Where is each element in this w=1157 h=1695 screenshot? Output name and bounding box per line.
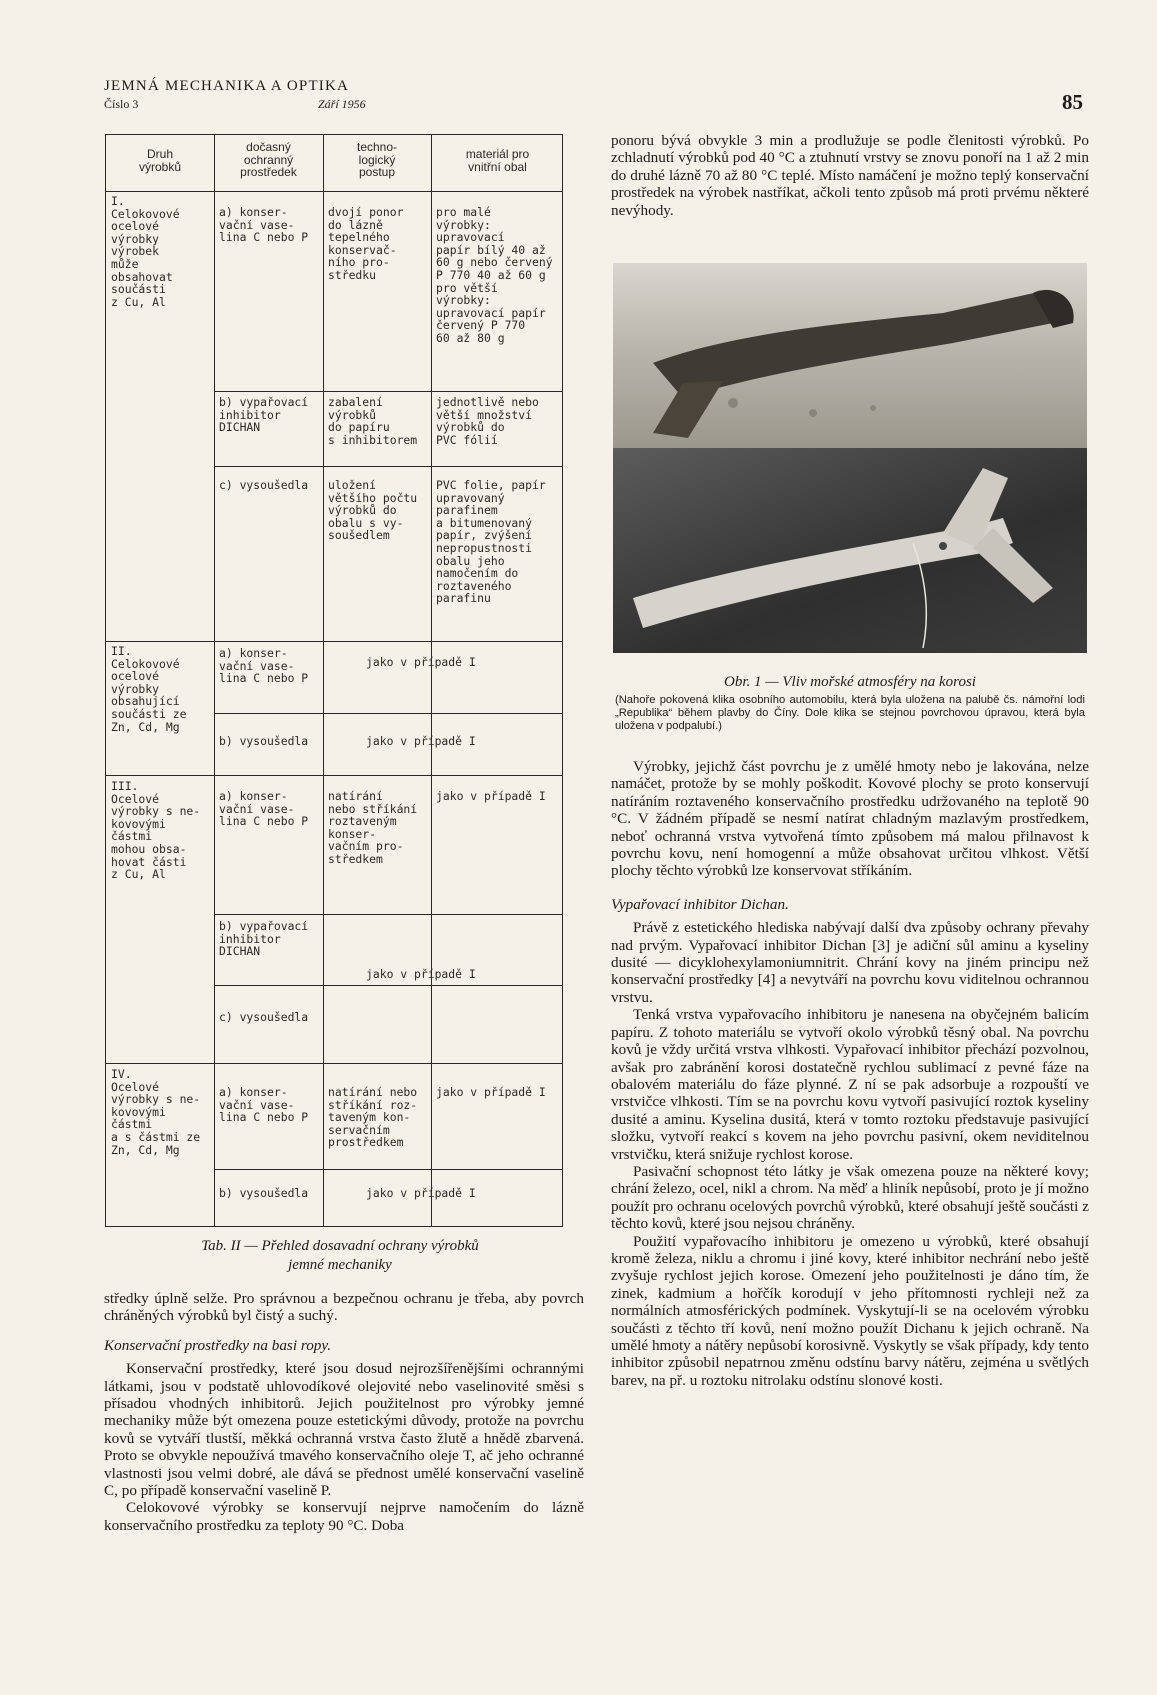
table-header-type: Druh výrobků — [138, 147, 182, 174]
table-cell: b) vysoušedla — [219, 1186, 309, 1200]
table-row-divider — [214, 713, 562, 714]
table-cell: uložení většího počtu výrobků do obalu s vy- soušedlem — [328, 478, 418, 543]
right-column-text — [611, 758, 1089, 1389]
table-row-divider — [214, 914, 562, 915]
table-cell: III. Ocelové výrobky s ne- kovovými částmi mohou obsa- hovat části z Cu, Al — [111, 779, 201, 882]
table-group-divider — [106, 775, 562, 776]
table-cell: jako v případě I — [366, 967, 476, 981]
journal-title: JEMNÁ MECHANIKA A OPTIKA — [104, 78, 350, 94]
right-column-intro — [611, 132, 1089, 219]
table-cell: jednotlivě nebo větší množství výrobků do PVC fólií — [436, 395, 539, 447]
table-header-divider — [106, 191, 562, 192]
page-number: 85 — [1062, 90, 1083, 114]
table-cell: c) vysoušedla — [219, 478, 309, 492]
table-cell: pro malé výrobky: upravovací papír bílý 40 až 60 g nebo červený P 770 40 až 60 g pro větší výrobky: upravovací papír červený P 770 60 až 80 g — [436, 205, 553, 345]
paragraph: ponoru bývá obvykle 3 min a prodlužuje se podle členitosti výrobků. Po zchladnutí výrobků pod 40 °C a ztuhnutí vrstvy se znovu ponoří na 1 až 2 min do druhé lázně 70 až 80 °C teplé. Místo namáčení je možno teplý konservační prostředek na výrobek nastříkat, ačkoli tento způsob má proti prvému některé nevýhody. — [611, 132, 1089, 219]
paragraph: Konservační prostředky, které jsou dosud nejrozšířenějšími ochrannými látkami, jsou v podstatě uhlovodíkové olejovité nebo vaselinovité směsi s přísadou vhodných inhibitorů. Jejich použitelnost pro výrobky jemné mechaniky může být omezena pouze estetickými důvody, protože na povrchu kovů se vytváří tlustší, měkká ochranná vrstva často žlutě a hnědě zbarvená. Proto se obvykle nepoužívá tmavého konservačního oleje T, ač jeho ochranné vlastnosti jsou velmi dobré, ale dává se přednost umělé konservační vaselině C, po případě konservační vaselině P. — [104, 1360, 584, 1500]
left-column-text — [104, 1290, 584, 1534]
table-row-divider — [214, 391, 562, 392]
corroded-handle-image — [613, 263, 1087, 448]
paragraph: Pasivační schopnost této látky je však omezena pouze na některé kovy; chrání železo, ocel, nikl a chrom. Na měď a hliník nepůsobí, proto je jí možno použít pro ochranu ocelových povrchů výrobků, které obsahují ještě součásti z těchto kovů, které jsou nejsou chráněny. — [611, 1162, 1089, 1233]
paragraph: Tenká vrstva vypařovacího inhibitoru je nanesena na obyčejném balicím papíru. Z tohoto materiálu se vytvoří okolo výrobků těsný obal. Na povrchu kovů je vždy určitá vrstva vlhkosti. Vypařovací inhibitor přechází pozvolnou, avšak pro zabránění korosi dostatečně rychlou sublimací z pevné fáze na obalovém materiálu do fáze plynné. Z ní se pak adsorbuje a rozpouští ve vrstvičce vlhkosti. Tím se na povrchu kovu vytvoří pasivující roztok kyseliny dusité a aminu. Kyselina dusitá, která v tomto roztoku představuje pasivující složku, vytvoří reakcí s kovem na jeho povrchu pasivní, okem neviditelnou vrstvičku, která snižuje rychlost korose. — [611, 1006, 1089, 1163]
photo-bottom-panel — [613, 448, 1087, 653]
table-row-divider — [214, 466, 562, 467]
table-cell: b) vysoušedla — [219, 734, 309, 748]
table-cell: jako v případě I — [366, 655, 476, 669]
table-group-divider — [106, 641, 562, 642]
table-cell: II. Celokovové ocelové výrobky obsahující součásti ze Zn, Cd, Mg — [111, 644, 187, 734]
issue-date: Září 1956 — [318, 97, 366, 111]
paragraph: Použití vypařovacího inhibitoru je omezeno u výrobků, které obsahují kromě železa, niklu a chromu i jiné kovy, které inhibitor nechrání nebo ještě zvyšuje rychlost jejich korose. Omezení jeho použitelnosti je dáno tím, že zinek, kadmium a hořčík korodují v jeho přítomnosti rychleji než za normálních atmosférických podmínek. Vyskytují-li se na ocelovém výrobku součásti z těchto tří kovů, není možno použít Dichanu k jejich ochraně. Na umělé hmoty a nátěry nepůsobí korosivně. Vyskytly se však případy, kdy tento inhibitor způsobil nepatrnou změnu odstínu barvy nátěru, zejména u světlých barev, na př. u roztoku nitrolaku odstínu slonové kosti. — [611, 1232, 1089, 1389]
paragraph: Právě z estetického hlediska nabývají další dva způsoby ochrany převahy nad prvým. Vypařovací inhibitor Dichan [3] je adiční sůl aminu a kyseliny dusité — dicyklohexylamoniumnitrit. Chrání kovy na jiném principu než konservační prostředky [4] a nevytváří na povrchu kovu viditelnou ochrannou vrstvu. — [611, 919, 1089, 1006]
table-cell: dvojí ponor do lázně tepelného konservač- ního pro- středku — [328, 205, 404, 282]
table-cell: b) vypařovací inhibitor DICHAN — [219, 395, 309, 435]
table-cell: PVC folie, papír upravovaný parafinem a bitumenovaný papír, zvýšení nepropustnosti obalu jeho namočením do roztaveného parafinu — [436, 478, 546, 606]
figure-note: (Nahoře pokovená klika osobního automobilu, která byla uložena na palubě čs. námořní lodi „Republika“ během plavby do Číny. Dole klika se stejnou povrchovou úpravou, která byla uložena v podpalubí.) — [615, 694, 1085, 732]
table-cell: I. Celokovové ocelové výrobky výrobek může obsahovat součásti z Cu, Al — [111, 194, 180, 309]
protection-table — [105, 134, 563, 1227]
table-row-divider — [214, 985, 562, 986]
table-cell: jako v případě I — [366, 734, 476, 748]
table-group-divider — [106, 1063, 562, 1064]
table-cell: jako v případě I — [366, 1186, 476, 1200]
table-header-agent: dočasný ochranný prostředek — [240, 140, 297, 180]
table-cell: a) konser- vační vase- lina C nebo P — [219, 205, 309, 245]
table-cell: c) vysoušedla — [219, 1010, 309, 1024]
table-row-divider — [214, 1169, 562, 1170]
table-cell: a) konser- vační vase- lina C nebo P — [219, 789, 309, 829]
table-cell: a) konser- vační vase- lina C nebo P — [219, 1085, 309, 1125]
table-cell: IV. Ocelové výrobky s ne- kovovými částmi a s částmi ze Zn, Cd, Mg — [111, 1067, 201, 1157]
table-cell: zabalení výrobků do papíru s inhibitorem — [328, 395, 418, 447]
corrosion-photo — [613, 263, 1087, 653]
table-header-process: techno- logický postup — [356, 140, 398, 180]
table-cell: jako v případě I — [436, 789, 546, 803]
paragraph: středky úplně selže. Pro správnou a bezpečnou ochranu je třeba, aby povrch chráněných výrobků byl čistý a suchý. — [104, 1290, 584, 1325]
figure-caption: Obr. 1 — Vliv mořské atmosféry na korosi — [724, 674, 976, 690]
table-cell: a) konser- vační vase- lina C nebo P — [219, 646, 309, 686]
section-heading: Vypařovací inhibitor Dichan. — [611, 895, 789, 913]
table-caption: Tab. II — Přehled dosavadní ochrany výrobků jemné mechaniky — [201, 1238, 479, 1273]
table-cell: b) vypařovací inhibitor DICHAN — [219, 919, 309, 959]
section-heading: Konservační prostředky na basi ropy. — [104, 1336, 332, 1354]
protected-handle-image — [613, 448, 1087, 653]
table-cell: natírání nebo stříkání roztaveným konser- vačním pro- středkem — [328, 789, 418, 866]
paragraph: Výrobky, jejichž část povrchu je z umělé hmoty nebo je lakována, nelze namáčet, protože by se mohly poškodit. Kovové plochy se proto konservují natíráním roztaveného konservačního prostředku udržovaného na teplotě 90 °C. V žádném případě se nesmí natírat chladným mazlavým prostředkem, neboť ochranná vrstva vytvořená tímto způsobem má malou přilnavost k povrchu kovu, není homogenní a může obsahovat určitou vlhkost. Větší plochy těchto výrobků lze konservovat stříkáním. — [611, 758, 1089, 880]
table-header-material: materiál pro vnitřní obal — [465, 147, 530, 174]
table-cell: natírání nebo stříkání roz- taveným kon- servačním prostředkem — [328, 1085, 418, 1150]
table-cell: jako v případě I — [436, 1085, 546, 1099]
issue-number: Číslo 3 — [104, 97, 139, 111]
paragraph: Celokovové výrobky se konservují nejprve namočením do lázně konservačního prostředku za teploty 90 °C. Doba — [104, 1499, 584, 1534]
photo-top-panel — [613, 263, 1087, 448]
